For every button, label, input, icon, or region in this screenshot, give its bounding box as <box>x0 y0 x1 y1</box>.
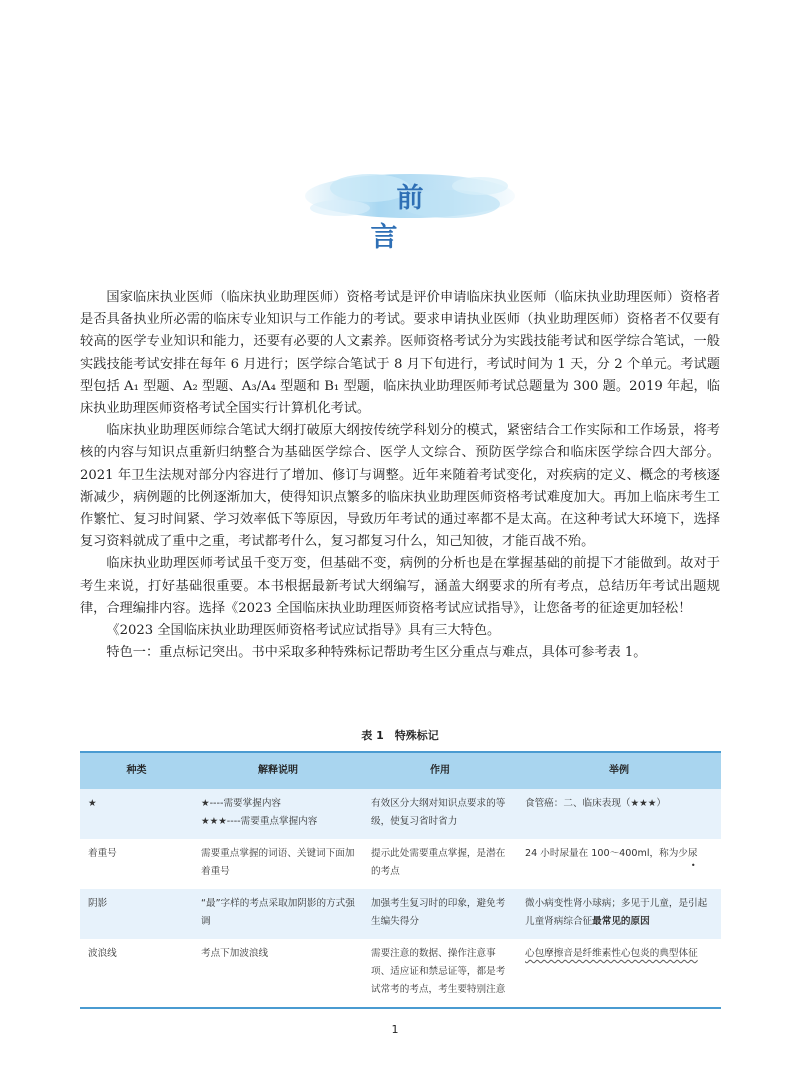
example-text: 24 小时尿量在 100～400ml，称为少 <box>525 848 688 859</box>
cell-effect: 有效区分大纲对知识点要求的等级，使复习省时省力 <box>363 789 517 839</box>
emphasis-dot-char: 尿 <box>687 848 698 859</box>
cell-example <box>517 889 721 939</box>
table-header-row <box>80 752 721 789</box>
page-title: 前 言 <box>370 183 476 253</box>
header-example: 举例 <box>517 752 721 789</box>
header-kind: 种类 <box>80 752 193 789</box>
wavy-underlined-text: 心包摩擦音是纤维素性心包炎的典型体征 <box>525 948 698 959</box>
cell-explain: 考点下加波浪线 <box>193 939 363 1008</box>
explain-line: ★★★----需要重点掌握内容 <box>201 816 318 827</box>
cell-explain: “最”字样的考点采取加阴影的方式强调 <box>193 889 363 939</box>
cell-effect: 加强考生复习时的印象，避免考生编失得分 <box>363 889 517 939</box>
cell-kind: 阴影 <box>80 889 193 939</box>
paragraph-1: 国家临床执业医师（临床执业助理医师）资格考试是评价申请临床执业医师（临床执业助理医师）资格者是否具备执业所必需的临床专业知识与工作能力的考试。要求申请执业医师（执业助理医师）资格者不仅要有较高的医学专业知识和能力，还要有必要的人文素养。医师资格考试分为实践技能考试和医学综合笔试，一般实践技能考试安排在每年 6 月进行；医学综合笔试于 8 月下旬进行，考试时间为 1 天，分 2 个单元。考试题型包括 A₁ 型题、A₂ 型题、A₃/A₄ 型题和 B₁ 型题，临床执业助理医师考试总题量为 300 题。2019 年起，临床执业助理医师资格考试全国实行计算机化考试。 <box>80 290 720 417</box>
cell-explain: 需要重点掌握的词语、关键词下面加着重号 <box>193 839 363 889</box>
cell-example <box>517 839 721 889</box>
cell-example: 食管癌：二、临床表现（★★★） <box>517 789 721 839</box>
table-row <box>80 889 721 939</box>
table-row <box>80 839 721 889</box>
special-marks-table <box>80 751 721 1009</box>
title-block <box>300 158 520 253</box>
cell-explain <box>193 789 363 839</box>
cell-example <box>517 939 721 1008</box>
cell-kind: ★ <box>80 789 193 839</box>
cell-effect: 提示此处需要重点掌握，是潜在的考点 <box>363 839 517 889</box>
table-caption: 表 1 特殊标记 <box>361 729 439 742</box>
cell-kind: 波浪线 <box>80 939 193 1008</box>
explain-line: ★----需要掌握内容 <box>201 798 282 809</box>
shaded-emphasis: 最常见的原因 <box>592 916 650 927</box>
paragraph-3: 临床执业助理医师考试虽千变万变，但基础不变，病例的分析也是在掌握基础的前提下才能做到。故对于考生来说，打好基础很重要。本书根据最新考试大纲编写，涵盖大纲要求的所有考点，总结历年考试出题规律，合理编排内容。选择《2023 全国临床执业助理医师资格考试应试指导》，让您备考的征途更加轻松！ <box>80 556 720 616</box>
table-row <box>80 939 721 1008</box>
table-row <box>80 789 721 839</box>
paragraph-5: 特色一：重点标记突出。书中采取多种特殊标记帮助考生区分重点与难点，具体可参考表 1。 <box>106 645 647 661</box>
header-effect: 作用 <box>363 752 517 789</box>
page-number: 1 <box>391 1023 399 1036</box>
example-text: 微小病变性肾小球病；多见于儿童，是引起儿童肾病综合征 <box>525 898 708 927</box>
paragraph-2: 临床执业助理医师综合笔试大纲打破原大纲按传统学科划分的模式，紧密结合工作实际和工作场景，将考核的内容与知识点重新归纳整合为基础医学综合、医学人文综合、预防医学综合和临床医学综合四大部分。2021 年卫生法规对部分内容进行了增加、修订与调整。近年来随着考试变化，对疾病的定义、概念的考核逐渐减少，病例题的比例逐渐加大，使得知识点繁多的临床执业助理医师资格考试难度加大。再加上临床考生工作繁忙、复习时间紧、学习效率低下等原因，导致历年考试的通过率都不是太高。在这种考试大环境下，选择复习资料就成了重中之重，考试都考什么，复习都复习什么，知己知彼，才能百战不殆。 <box>80 423 720 550</box>
cell-effect: 需要注意的数据、操作注意事项、适应证和禁忌证等，都是考试常考的考点，考生要特别注意 <box>363 939 517 1008</box>
cell-kind: 着重号 <box>80 839 193 889</box>
preface-body <box>80 287 720 664</box>
paragraph-4: 《2023 全国临床执业助理医师资格考试应试指导》具有三大特色。 <box>106 623 501 639</box>
header-explain: 解释说明 <box>193 752 363 789</box>
